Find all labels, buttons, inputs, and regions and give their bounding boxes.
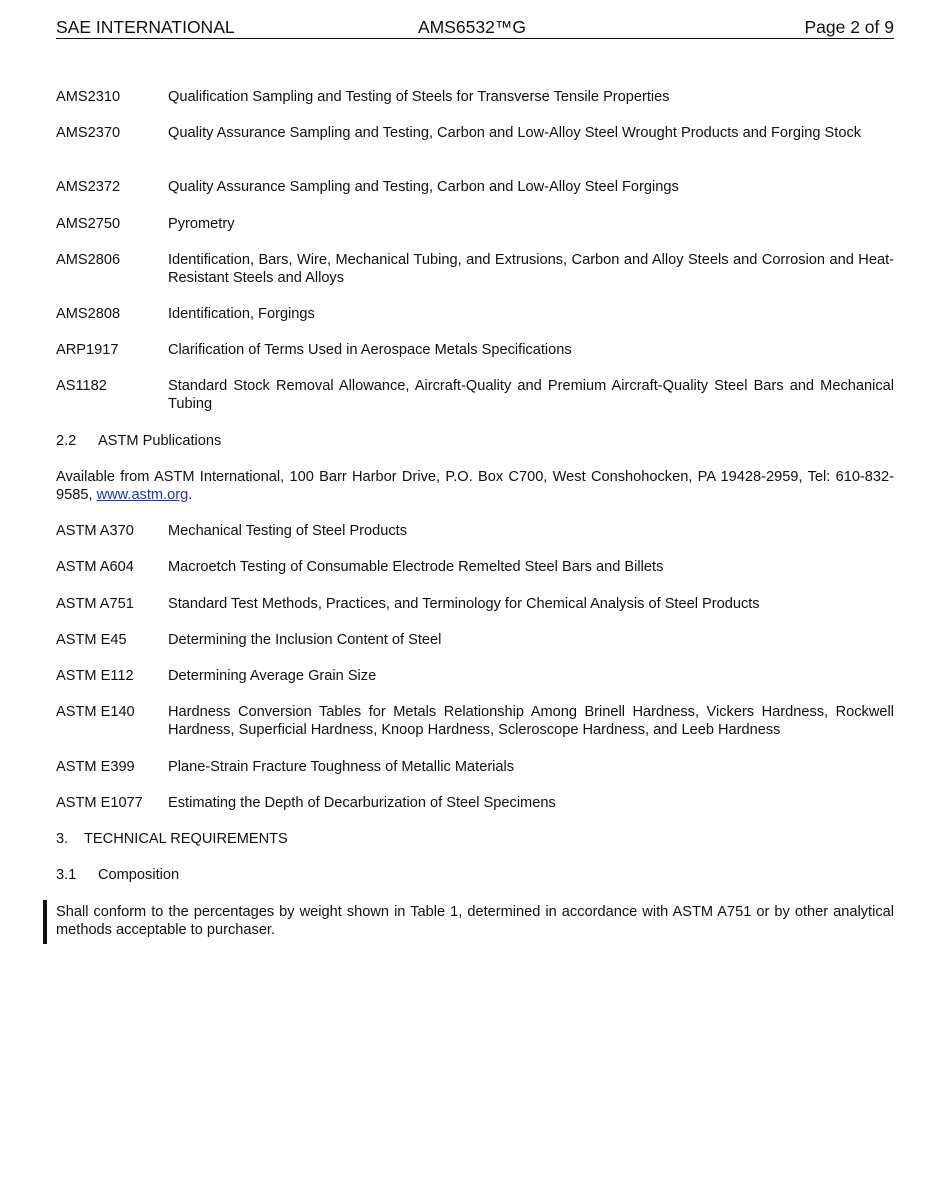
- section-heading-astm: [56, 432, 221, 450]
- availability-text: Available from ASTM International, 100 Barr Harbor Drive, P.O. Box C700, West Conshohocken, PA 19428-2959, Tel: 610-832-9585,: [56, 469, 894, 503]
- composition-paragraph: Shall conform to the percentages by weight shown in Table 1, determined in accordance with ASTM A751 or by other analytical methods acceptable to purchaser.: [56, 904, 894, 938]
- section-title: TECHNICAL REQUIREMENTS: [84, 831, 288, 847]
- reference-code: ASTM A370: [56, 523, 134, 539]
- reference-title: Mechanical Testing of Steel Products: [168, 523, 408, 539]
- reference-code: AMS2372: [56, 179, 121, 195]
- reference-title: Macroetch Testing of Consumable Electrode Remelted Steel Bars and Billets: [168, 559, 664, 575]
- reference-title: Determining the Inclusion Content of Steel: [168, 632, 442, 648]
- reference-title: Qualification Sampling and Testing of Steels for Transverse Tensile Properties: [168, 89, 670, 105]
- reference-code: ASTM E399: [56, 759, 135, 775]
- reference-code: AMS2806: [56, 252, 121, 268]
- reference-title: Clarification of Terms Used in Aerospace Metals Specifications: [168, 342, 572, 358]
- section-heading-composition: [56, 866, 179, 884]
- reference-title: Standard Stock Removal Allowance, Aircraft-Quality and Premium Aircraft-Quality Steel Bars and Mechanical Tubing: [168, 378, 894, 412]
- reference-title: Identification, Bars, Wire, Mechanical Tubing, and Extrusions, Carbon and Alloy Steels and Corrosion and Heat-Resistant Steels and Alloys: [168, 252, 894, 286]
- reference-title: Estimating the Depth of Decarburization of Steel Specimens: [168, 795, 556, 811]
- section-number: 2.2: [56, 433, 77, 449]
- reference-code: ARP1917: [56, 342, 119, 358]
- reference-title: Quality Assurance Sampling and Testing, Carbon and Low-Alloy Steel Forgings: [168, 179, 679, 195]
- reference-code: ASTM E112: [56, 668, 134, 684]
- revision-change-bar: [43, 900, 47, 944]
- header-organization: SAE INTERNATIONAL: [56, 17, 235, 37]
- section-title: Composition: [98, 867, 180, 883]
- reference-code: AS1182: [56, 378, 107, 394]
- reference-code: AMS2808: [56, 306, 121, 322]
- reference-title: Pyrometry: [168, 216, 235, 232]
- reference-title: Quality Assurance Sampling and Testing, Carbon and Low-Alloy Steel Wrought Products and Forging Stock: [168, 125, 862, 141]
- reference-title: Hardness Conversion Tables for Metals Relationship Among Brinell Hardness, Vickers Hardness, Rockwell Hardness, Superficial Hardness, Knoop Hardness, Scleroscope Hardness, and Leeb Hardness: [168, 704, 894, 738]
- astm-availability-paragraph: [56, 468, 894, 504]
- reference-code: AMS2310: [56, 89, 121, 105]
- reference-code: ASTM E1077: [56, 795, 143, 811]
- section-number: 3.: [56, 831, 69, 847]
- reference-title: Standard Test Methods, Practices, and Terminology for Chemical Analysis of Steel Products: [168, 596, 760, 612]
- astm-website-link[interactable]: www.astm.org: [96, 487, 189, 503]
- section-heading-technical-requirements: [56, 830, 288, 848]
- page-header: [56, 16, 894, 39]
- reference-code: AMS2370: [56, 125, 121, 141]
- reference-title: Identification, Forgings: [168, 306, 315, 322]
- reference-title: Plane-Strain Fracture Toughness of Metallic Materials: [168, 759, 515, 775]
- reference-code: ASTM E140: [56, 704, 135, 720]
- section-number: 3.1: [56, 867, 77, 883]
- section-title: ASTM Publications: [98, 433, 222, 449]
- reference-code: AMS2750: [56, 216, 121, 232]
- reference-code: ASTM E45: [56, 632, 127, 648]
- reference-code: ASTM A751: [56, 596, 134, 612]
- reference-code: ASTM A604: [56, 559, 134, 575]
- reference-title: Determining Average Grain Size: [168, 668, 377, 684]
- header-document-id: AMS6532™G: [418, 17, 526, 37]
- header-page-number: Page 2 of 9: [804, 17, 894, 37]
- availability-trailing: .: [188, 487, 193, 503]
